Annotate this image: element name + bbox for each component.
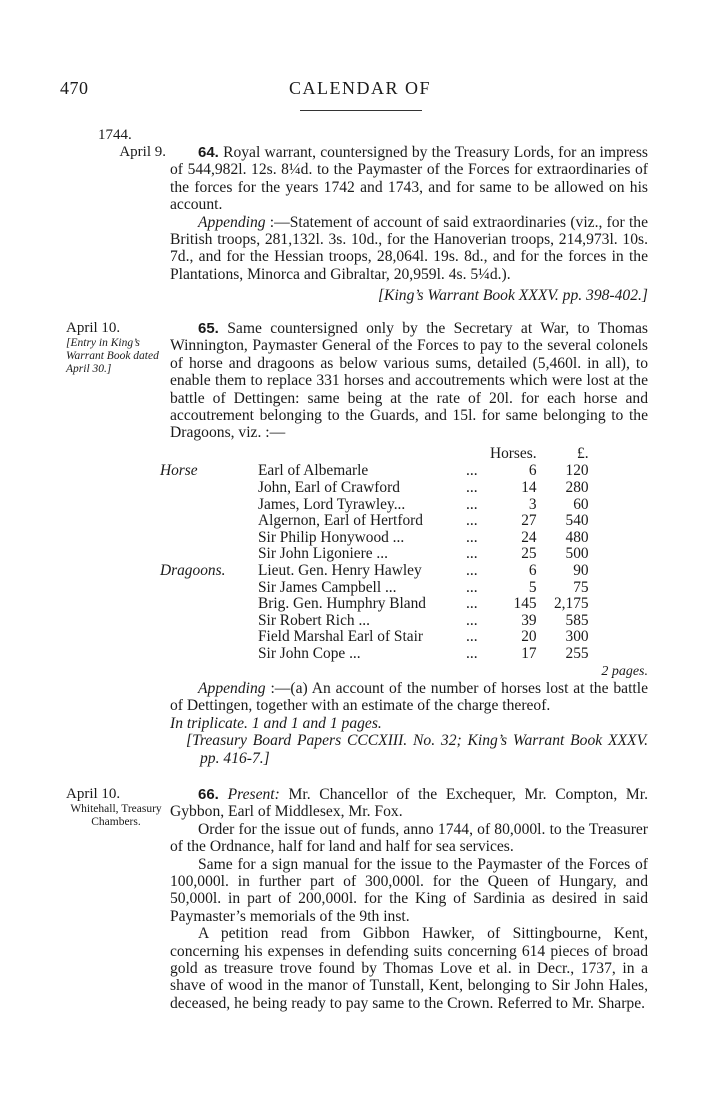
leader-dots: ... [466, 479, 478, 497]
margin-year: 1744. [98, 127, 132, 143]
colonel-name: Sir Robert Rich ... [258, 611, 371, 629]
horses-count: 14 [521, 479, 537, 497]
leader-dots: ... [466, 512, 478, 530]
page-header [60, 78, 660, 104]
group-label [160, 530, 258, 547]
pages-note: 2 pages. [601, 663, 648, 679]
group-label [160, 629, 258, 646]
colonel-name: James, Lord Tyrawley... [258, 495, 406, 513]
colonel-name: Algernon, Earl of Hertford [258, 512, 423, 530]
pounds-amount: 120 [565, 462, 589, 480]
table-row [160, 629, 589, 646]
entry-66-paragraph: A petition read from Gibbon Hawker, of Sittingbourne, Kent, concerning his expenses in defending suits concerning 614 pieces of broad gold as treasure trove found by Thomas Love et al. in Decr., 1737, in a shave of wood in the manor of Tunstall, Kent, belonging to Sir John Hales, deceased, he being ready to pay same to the Crown. Referred to Mr. Sharpe. [170, 925, 648, 1012]
leader-dots: ... [466, 595, 478, 613]
margin-note: [Entry in King’s Warrant Book dated April 30.] [66, 337, 159, 375]
table-row [160, 546, 589, 563]
margin-place: Whitehall, Treasury Chambers. [70, 803, 162, 828]
table-row [160, 480, 589, 497]
triplicate-note: In triplicate. 1 and 1 and 1 pages. [170, 714, 382, 732]
appending-text: :—(a) An account of the number of horses lost at the battle of Dettingen, together with an estimate of the charge thereof. [170, 679, 649, 715]
entry-66-present [170, 786, 648, 821]
entry-66 [170, 786, 648, 1012]
entry-65-text: Same countersigned only by the Secretary at War, to Thomas Winnington, Paymaster General of the Forces to pay to the several colonels of horse and dragoons as below various sums, detailed (5,460l. in all), to enable them to replace 331 horses and accoutrements which were lost at the battle of Dettingen: same being at the rate of 20l. for each horse and accoutrement belonging to the Guards, and 15l. for same belonging to the Dragoons, viz. :— [170, 320, 648, 442]
pounds-amount: 300 [565, 628, 589, 646]
margin-entry-65 [66, 320, 166, 376]
group-label [160, 480, 258, 497]
horses-count: 20 [521, 628, 537, 646]
margin-entry-64 [66, 127, 166, 161]
header-rule [300, 110, 422, 111]
colonel-name: Field Marshal Earl of Stair [258, 628, 423, 646]
horses-count: 3 [528, 495, 537, 513]
horses-count: 5 [528, 578, 537, 596]
colonel-name: Brig. Gen. Humphry Bland [258, 595, 426, 613]
leader-dots: ... [466, 578, 478, 596]
horses-count: 39 [521, 611, 537, 629]
entry-64-text: Royal warrant, countersigned by the Treasury Lords, for an impress of 544,982l. 12s. 8¼d. to the Paymaster of the Forces for extraordinaries of the forces for the years 1742 and 1743, and for same to be allowed on his account. [170, 144, 648, 214]
colonel-name: Earl of Albemarle [258, 462, 369, 480]
pounds-amount: 90 [573, 562, 589, 579]
leader-dots: ... [466, 562, 478, 579]
entry-65 [160, 320, 649, 767]
pounds-amount: 60 [573, 495, 589, 513]
table-row [160, 463, 589, 480]
group-label [160, 613, 258, 630]
pounds-amount: 585 [565, 611, 589, 629]
colonel-name: Sir John Ligoniere ... [258, 545, 388, 563]
appending-label: Appending [198, 213, 266, 231]
entry-number: 66. [198, 786, 219, 803]
horses-count: 25 [521, 545, 537, 563]
margin-date: April 10. [66, 320, 121, 336]
group-label [160, 646, 258, 663]
entry-64-appending [170, 214, 648, 284]
table-header-row [160, 446, 589, 464]
margin-date: April 9. [119, 144, 166, 160]
entry-65-reference: [Treasury Board Papers CCCXIII. No. 32; King’s Warrant Book XXXV. pp. 416-7.] [186, 732, 648, 767]
horses-table [160, 446, 589, 663]
group-label [160, 580, 258, 597]
horses-count: 17 [521, 644, 537, 662]
table-row [160, 513, 589, 530]
colonel-name: Sir James Campbell ... [258, 578, 397, 596]
pounds-amount: 500 [565, 545, 589, 563]
entry-66-paragraph: Order for the issue out of funds, anno 1744, of 80,000l. to the Treasurer of the Ordnance, half for land and half for sea services. [170, 820, 648, 856]
horses-count: 6 [528, 562, 537, 579]
table-row [160, 613, 589, 630]
colonel-name: Lieut. Gen. Henry Hawley [258, 562, 422, 579]
page-number: 470 [60, 78, 89, 98]
pounds-amount: 280 [565, 479, 589, 497]
group-label: Horse [160, 462, 198, 480]
group-label [160, 596, 258, 613]
present-text: Mr. Chancellor of the Exchequer, Mr. Compton, Mr. Gybbon, Earl of Middlesex, Mr. Fox. [170, 786, 649, 821]
colonel-name: Sir John Cope ... [258, 644, 361, 662]
horses-count: 145 [513, 595, 537, 613]
colonel-name: Sir Philip Honywood ... [258, 528, 405, 546]
table-row [160, 580, 589, 597]
pounds-amount: 255 [565, 644, 589, 662]
group-label: Dragoons. [160, 562, 226, 579]
group-label [160, 497, 258, 514]
table-row [160, 596, 589, 613]
entry-65-appending [170, 680, 648, 715]
leader-dots: ... [466, 545, 478, 563]
pounds-amount: 540 [565, 512, 589, 530]
leader-dots: ... [466, 628, 478, 646]
leader-dots: ... [466, 495, 478, 513]
group-label [160, 513, 258, 530]
horses-count: 6 [528, 462, 537, 480]
running-head: CALENDAR OF [288, 78, 431, 98]
colonel-name: John, Earl of Crawford [258, 479, 400, 497]
entry-64-body [170, 144, 648, 214]
table-row [160, 563, 589, 580]
entry-66-paragraph: Same for a sign manual for the issue to the Paymaster of the Forces of 100,000l. in further part of 300,000l. for the Queen of Hungary, and 50,000l. in part of 200,000l. for the King of Sardinia as desired in said Paymaster’s memorials of the 9th inst. [170, 855, 648, 925]
leader-dots: ... [466, 528, 478, 546]
margin-entry-66 [66, 786, 166, 829]
margin-date: April 10. [66, 786, 121, 802]
pounds-amount: 2,175 [553, 595, 589, 613]
appending-label: Appending [198, 679, 266, 697]
leader-dots: ... [466, 611, 478, 629]
table-row [160, 530, 589, 547]
col-horses-header: Horses. [490, 444, 537, 462]
col-pounds-header: £. [577, 444, 589, 462]
pounds-amount: 75 [573, 578, 589, 596]
table-row [160, 646, 589, 663]
entry-64 [170, 144, 648, 305]
entry-number: 65. [198, 320, 219, 337]
appending-text: :—Statement of account of said extraordinaries (viz., for the British troops, 281,132l. 3s. 10d., for the Hanoverian troops, 214,973l. 10s. 7d., and for the Hessian troops, 28,064l. 19s. 8d., and for the forces in the Plantations, Minorca and Gibraltar, 20,959l. 4s. 5¼d.). [170, 213, 648, 283]
entry-number: 64. [198, 144, 219, 161]
horses-count: 27 [521, 512, 537, 530]
leader-dots: ... [466, 644, 478, 662]
entry-65-body [170, 320, 648, 442]
table-row [160, 497, 589, 514]
group-label [160, 546, 258, 563]
horses-count: 24 [521, 528, 537, 546]
entry-64-reference: [King’s Warrant Book XXXV. pp. 398-402.] [377, 287, 648, 305]
leader-dots: ... [466, 462, 478, 480]
pounds-amount: 480 [565, 528, 589, 546]
present-label: Present: [227, 786, 280, 803]
